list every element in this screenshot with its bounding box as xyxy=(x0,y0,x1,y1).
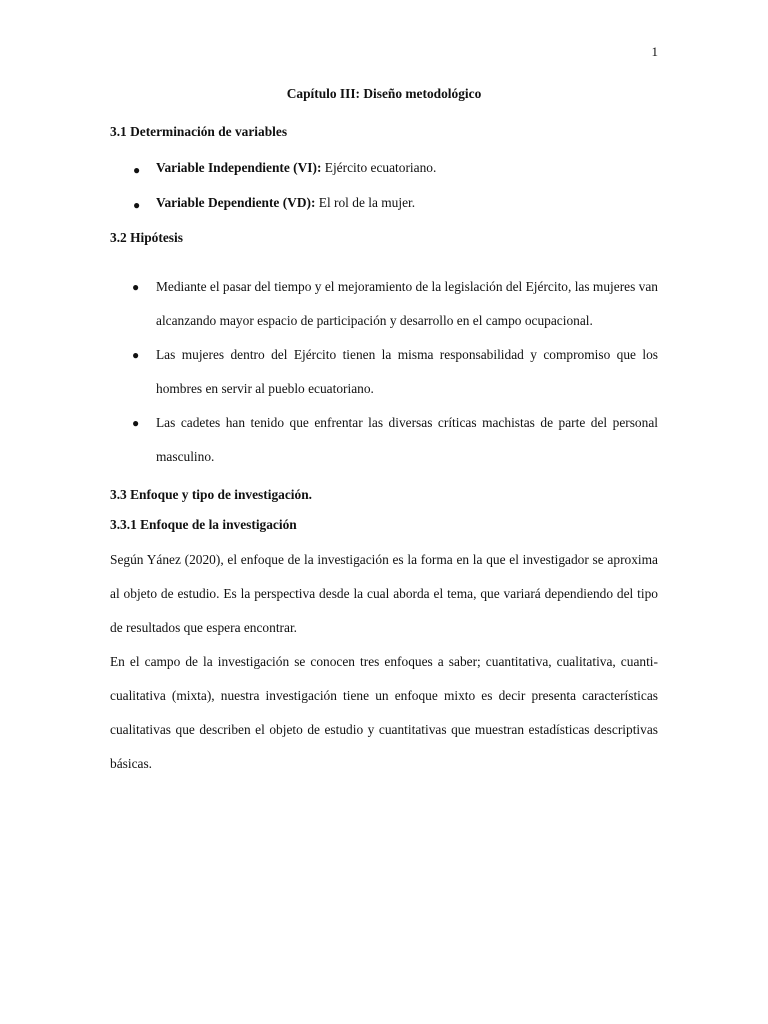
list-item xyxy=(110,338,658,406)
section-heading-3-2: 3.2 Hipótesis xyxy=(110,230,183,245)
bullet-icon: ● xyxy=(133,198,141,212)
section-heading-3-1: 3.1 Determinación de variables xyxy=(110,124,288,139)
body-paragraph: Según Yánez (2020), el enfoque de la investigación es la forma en la que el investigador se aproxima al objeto de estudio. Es la perspectiva desde la cual aborda el tema, que variará dependiendo del tipo de resultados que espera encontrar. xyxy=(110,552,658,635)
page-number: 1 xyxy=(651,44,658,59)
section-heading-3-3: 3.3 Enfoque y tipo de investigación. xyxy=(110,487,312,502)
variable-value: Ejército ecuatoriano. xyxy=(321,160,437,175)
page-content xyxy=(110,84,658,781)
bullet-icon: ● xyxy=(132,348,140,362)
hypothesis-list xyxy=(110,270,658,474)
hypothesis-text: Las mujeres dentro del Ejército tienen la misma responsabilidad y compromiso que los hombres en servir al pueblo ecuatoriano. xyxy=(156,347,658,396)
bullet-icon: ● xyxy=(133,163,141,177)
list-item xyxy=(110,270,658,338)
bullet-icon: ● xyxy=(132,280,140,294)
list-item xyxy=(110,406,658,474)
list-item xyxy=(110,158,658,178)
chapter-title: Capítulo III: Diseño metodológico xyxy=(286,86,482,101)
hypothesis-text: Mediante el pasar del tiempo y el mejoramiento de la legislación del Ejército, las mujeres van alcanzando mayor espacio de participación y desarrollo en el campo ocupacional. xyxy=(156,279,658,328)
bullet-icon: ● xyxy=(132,416,140,430)
variable-value: El rol de la mujer. xyxy=(315,195,416,210)
body-paragraph: En el campo de la investigación se conocen tres enfoques a saber; cuantitativa, cualitativa, cuanti-cualitativa (mixta), nuestra investigación tiene un enfoque mixto es decir presenta características cualitativas que describen el objeto de estudio y cuantitativas que muestran estadísticas descriptivas básicas. xyxy=(110,654,658,771)
variable-label: Variable Dependiente (VD): xyxy=(156,195,316,210)
list-item xyxy=(110,193,658,213)
variables-list xyxy=(110,158,658,213)
section-heading-3-3-1: 3.3.1 Enfoque de la investigación xyxy=(110,517,297,532)
variable-label: Variable Independiente (VI): xyxy=(156,160,322,175)
hypothesis-text: Las cadetes han tenido que enfrentar las diversas críticas machistas de parte del personal masculino. xyxy=(156,415,658,464)
